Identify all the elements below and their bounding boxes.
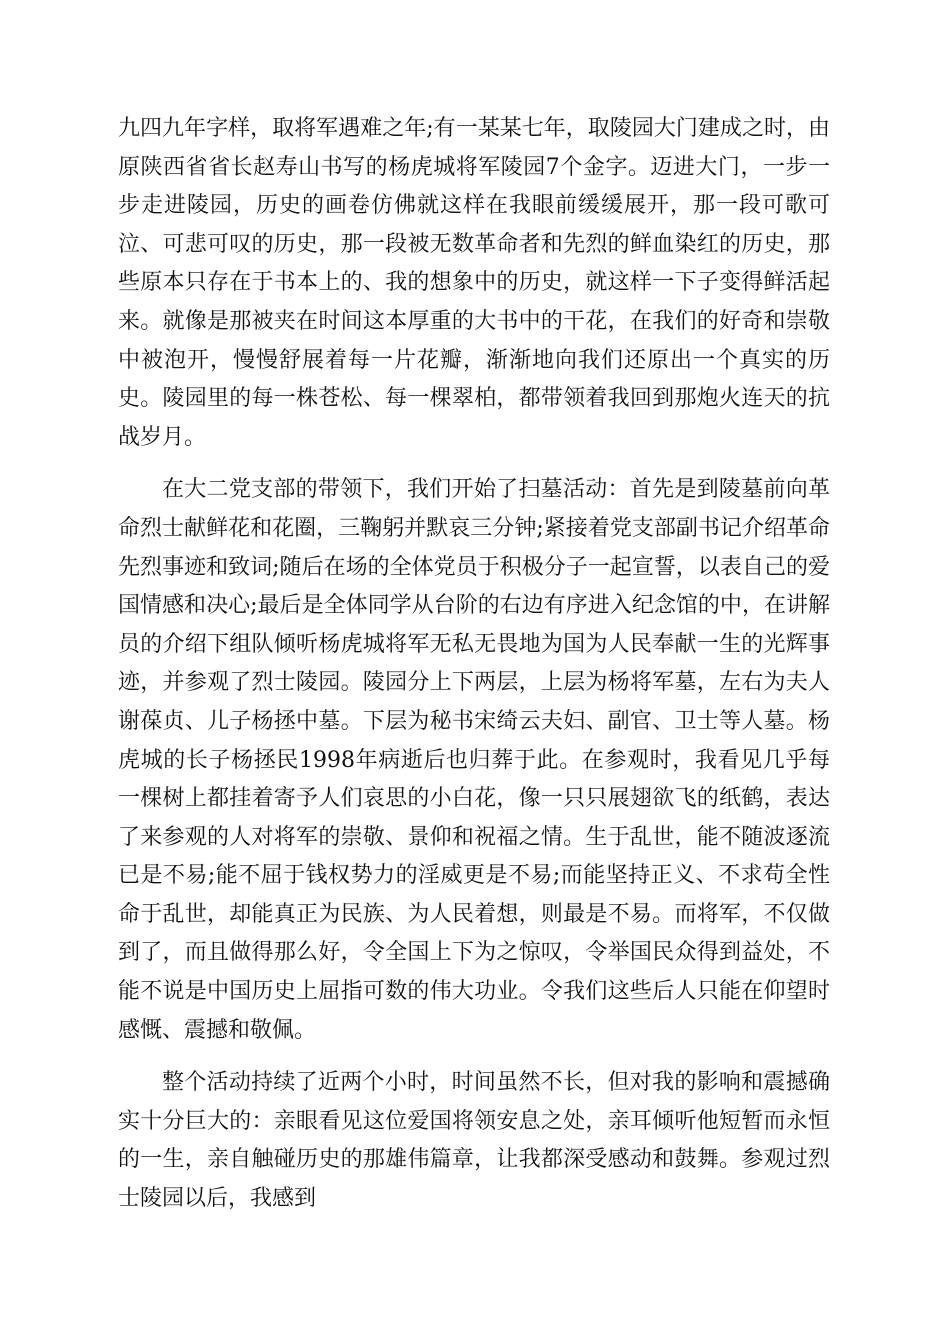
paragraph-continuation: 九四九年字样，取将军遇难之年;有一某某七年，取陵园大门建成之时，由原陕西省省长赵寿山书写的杨虎城将军陵园7个金字。迈进大门，一步一步走进陵园，历史的画卷仿佛就这样在我眼前缓缓展开，那一段可歌可泣、可悲可叹的历史，那一段被无数革命者和先烈的鲜血染红的历史，那些原本只存在于书本上的、我的想象中的历史，就这样一下子变得鲜活起来。就像是那被夹在时间这本厚重的大书中的干花，在我们的好奇和崇敬中被泡开，慢慢舒展着每一片花瓣，渐渐地向我们还原出一个真实的历史。陵园里的每一株苍松、每一棵翠柏，都带领着我回到那炮火连天的抗战岁月。 bbox=[118, 116, 830, 450]
document-body bbox=[118, 110, 830, 1219]
paragraph-tomb-sweeping: 在大二党支部的带领下，我们开始了扫墓活动：首先是到陵墓前向革命烈士献鲜花和花圈，三鞠躬并默哀三分钟;紧接着党支部副书记介绍革命先烈事迹和致词;随后在场的全体党员于积极分子一起宣誓，以表自己的爱国情感和决心;最后是全体同学从台阶的右边有序进入纪念馆的中，在讲解员的介绍下组队倾听杨虎城将军无私无畏地为国为人民奉献一生的光辉事迹，并参观了烈士陵园。陵园分上下两层，上层为杨将军墓，左右为夫人谢葆贞、儿子杨拯中墓。下层为秘书宋绮云夫妇、副官、卫士等人墓。杨虎城的长子杨拯民1998年病逝后也归葬于此。在参观时，我看见几乎每一棵树上都挂着寄予人们哀思的小白花，像一只只展翅欲飞的纸鹤，表达了来参观的人对将军的崇敬、景仰和祝福之情。生于乱世，能不随波逐流已是不易;能不屈于钱权势力的淫威更是不易;而能坚持正义、不求苟全性命于乱世，却能真正为民族、为人民着想，则最是不易。而将军，不仅做到了，而且做得那么好，令全国上下为之惊叹，令举国民众得到益处，不能不说是中国历史上屈指可数的伟大功业。令我们这些后人只能在仰望时感慨、震撼和敬佩。 bbox=[118, 477, 830, 1043]
paragraph-reflection: 整个活动持续了近两个小时，时间虽然不长，但对我的影响和震撼确实十分巨大的：亲眼看见这位爱国将领安息之处，亲耳倾听他短暂而永恒的一生，亲自触碰历史的那雄伟篇章，让我都深受感动和鼓舞。参观过烈士陵园以后，我感到 bbox=[118, 1070, 830, 1212]
